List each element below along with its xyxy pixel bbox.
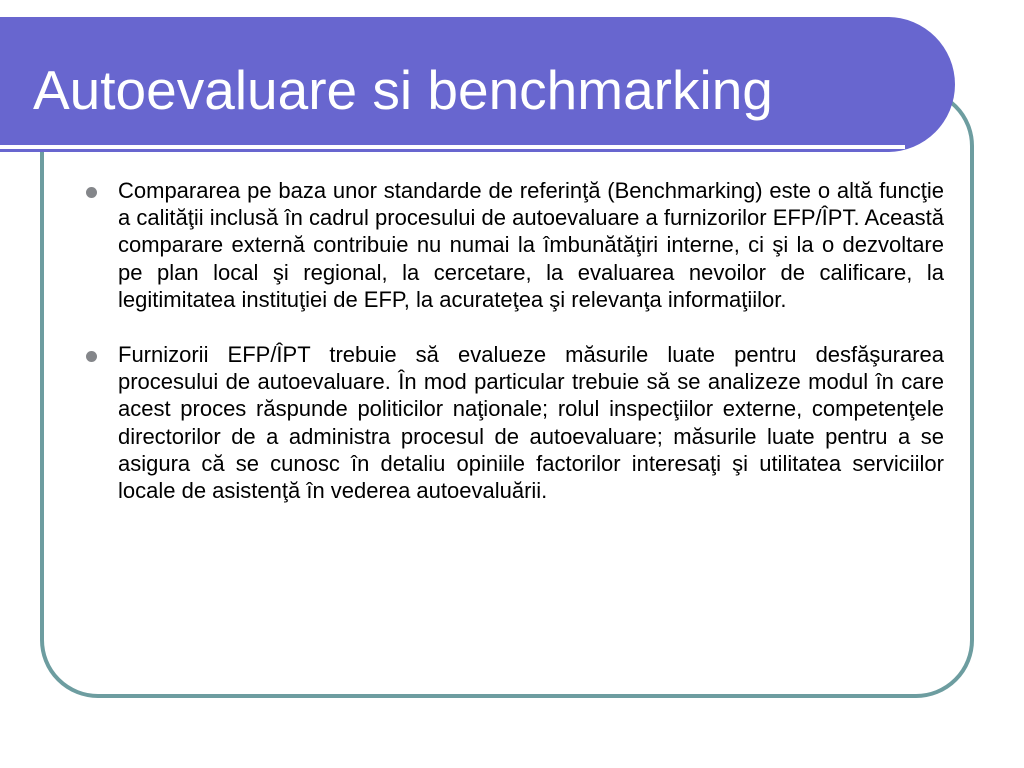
bullet-dot-icon — [86, 187, 97, 198]
slide-title: Autoevaluare si benchmarking — [33, 59, 773, 121]
title-underline — [0, 145, 905, 149]
bullet-list — [118, 177, 944, 532]
bullet-text-furnizorii: Furnizorii EFP/ÎPT trebuie să evalueze măsurile luate pentru desfăşurarea procesului de autoevaluare. În mod particular trebuie să se analizeze modul în care acest proces răspunde politicilor naţionale; rolul inspecţiilor externe, competenţele directorilor de a administra procesul de autoevaluare; măsurile luate pentru a se asigura că se cunosc în detaliu opiniile factorilor interesaţi şi utilitatea serviciilor locale de asistenţă în vederea autoevaluării. — [118, 342, 944, 504]
bullet-item — [118, 341, 944, 504]
title-bar — [0, 17, 955, 152]
bullet-text-benchmarking: Compararea pe baza unor standarde de referinţă (Benchmarking) este o altă funcţie a calităţii inclusă în cadrul procesului de autoevaluare a furnizorilor EFP/ÎPT. Această comparare externă contribuie nu numai la îmbunătăţiri interne, ci şi la o dezvoltare pe plan local şi regional, la cercetare, la evaluarea nevoilor de calificare, la legitimitatea instituţiei de EFP, la acurateţea şi relevanţa informaţiilor. — [118, 178, 944, 312]
bullet-dot-icon — [86, 351, 97, 362]
bullet-item — [118, 177, 944, 313]
